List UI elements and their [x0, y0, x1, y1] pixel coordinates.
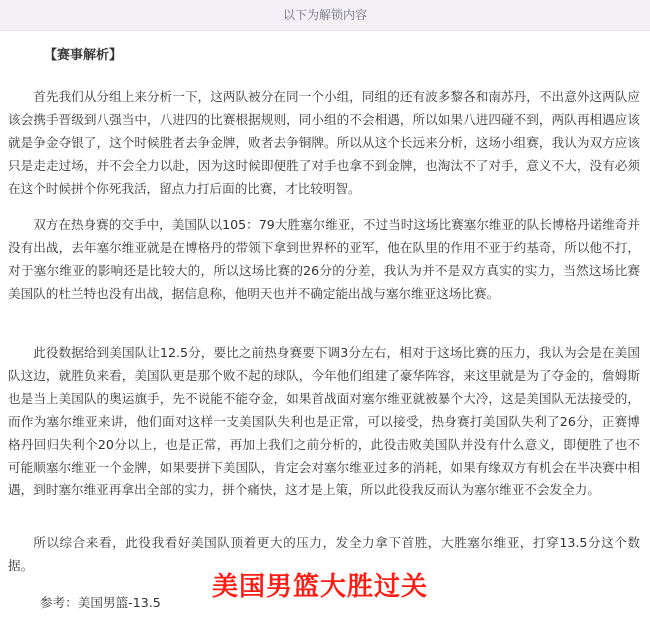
unlock-banner-text: 以下为解锁内容: [282, 8, 367, 22]
paragraph-odds-analysis: 此役数据给到美国队让12.5分，要比之前热身赛要下调3分左右，相对于这场比赛的压力，我认为会是在美国队这边，就胜负来看，美国队更是那个败不起的球队，今年他们组建了豪华阵容，来这里就是为了夺金的，詹姆斯也是当上美国队的奥运旗手，先不说能不能夺金，如果首战面对塞尔维亚就被暴个大冷，这是美国队无法接受的，而作为塞尔维亚来讲，他们面对这样一支美国队失利也是正常，可以接受，热身赛打美国队失利了26分，正赛博格丹回归失利个20分以上，也是正常，再加上我们之前分析的，此役击败美国队并没有什么意义，即便胜了也不可能顺塞尔维亚一个金牌，如果要拼下美国队，肯定会对塞尔维亚过多的消耗，如果有缘双方有机会在半决赛中相遇，到时塞尔维亚再拿出全部的实力，拼个痛快，这才是上策，所以此役我反而认为塞尔维亚不会发全力。: [8, 345, 640, 498]
section-title: 【赛事解析】: [44, 48, 123, 63]
paragraph-warmup-analysis: 双方在热身赛的交手中，美国队以105：79大胜塞尔维亚，不过当时这场比赛塞尔维亚的队长博格丹诺维奇并没有出战，去年塞尔维亚就是在博格丹的带领下拿到世界杯的亚军，他在队里的作用不亚于约基奇，所以他不打，对于塞尔维亚的影响还是比较大的，所以这场比赛的26分的分差，我认为并不是双方真实的实力，当然这场比赛美国队的杜兰特也没有出战，据信息称，他明天也并不确定能出战与塞尔维亚这场比赛。: [8, 217, 640, 301]
result-stamp: 美国男篮大胜过关: [212, 572, 429, 602]
unlock-banner: [0, 0, 650, 31]
article-content: [0, 30, 650, 632]
paragraph-group-analysis: 首先我们从分组上来分析一下，这两队被分在同一个小组，同组的还有波多黎各和南苏丹，不出意外这两队应该会携手晋级到八强当中，八进四的比赛根据规则，同小组的不会相遇，所以如果八进四碰不到，两队再相遇应该就是争金夺银了，这个时候胜者去争金牌，败者去争铜牌。所以从这个长远来分析，这场小组赛，我认为双方应该只是走走过场，并不会全力以赴，因为这时候即便胜了对手也拿不到金牌，也淘汰不了对手，意义不大，没有必须在这个时候拼个你死我活，留点力打后面的比赛，才比较明智。: [8, 89, 640, 196]
reference-pick: 参考：美国男篮-13.5: [40, 595, 161, 610]
paragraph-conclusion: 所以综合来看，此役我看好美国队顶着更大的压力，发全力拿下首胜，大胜塞尔维亚，打穿13.5分这个数据。: [8, 535, 640, 573]
